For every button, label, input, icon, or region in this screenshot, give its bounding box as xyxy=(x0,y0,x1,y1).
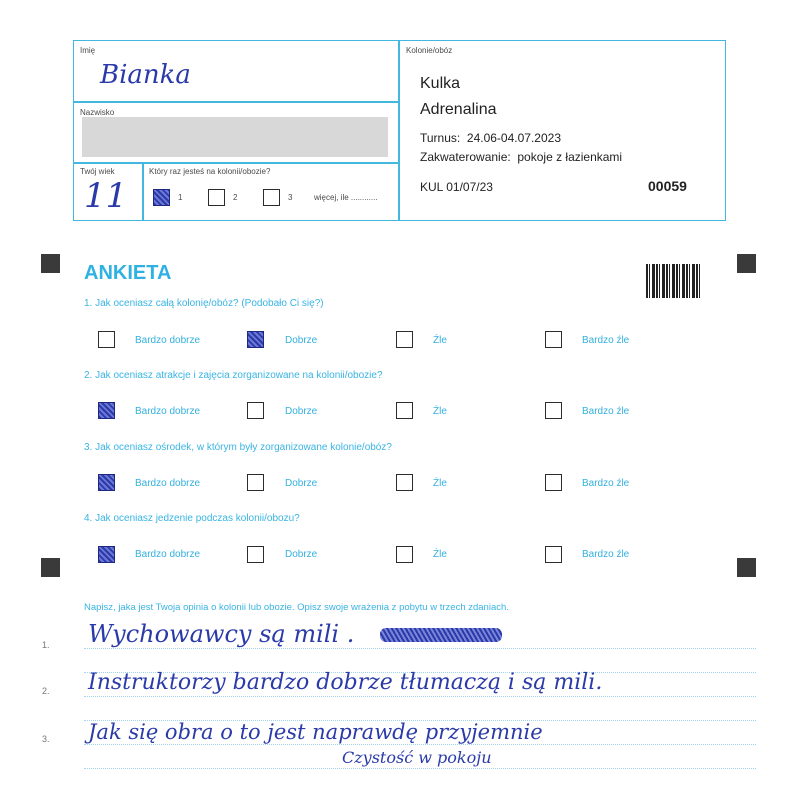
q4-label-zle: Źle xyxy=(433,549,447,560)
imie-value: Bianka xyxy=(100,60,191,90)
q4-label-bardzo-dobrze: Bardzo dobrze xyxy=(135,549,201,560)
turnus: Turnus: 24.06-04.07.2023 xyxy=(420,131,561,145)
q3-checkbox-bardzo-zle[interactable] xyxy=(545,474,562,491)
question-4: 4. Jak oceniasz jedzenie podczas kolonii/obozu? xyxy=(84,513,300,524)
wiek-label: Twój wiek xyxy=(80,167,115,176)
q4-checkbox-zle[interactable] xyxy=(396,546,413,563)
header-divider-age xyxy=(142,163,144,220)
kolonie-label: Kolonie/obóz xyxy=(406,46,453,55)
question-3: 3. Jak oceniasz ośrodek, w którym były zorganizowane kolonie/obóz? xyxy=(84,442,392,453)
q1-label-zle: Źle xyxy=(433,335,447,346)
q3-label-dobrze: Dobrze xyxy=(285,478,318,489)
ktory-raz-option-1: 1 xyxy=(178,193,183,202)
camp-name-2: Adrenalina xyxy=(420,101,497,118)
opinion-line-3-insert: Czystość w pokoju xyxy=(342,748,492,767)
ktory-raz-checkbox-3[interactable] xyxy=(263,189,280,206)
writing-line-6 xyxy=(84,768,756,769)
q3-label-bardzo-zle: Bardzo źle xyxy=(582,478,630,489)
q1-checkbox-dobrze[interactable] xyxy=(247,331,264,348)
q4-checkbox-bardzo-zle[interactable] xyxy=(545,546,562,563)
writing-line-3 xyxy=(84,696,756,697)
camp-code: KUL 01/07/23 xyxy=(420,180,493,194)
q3-checkbox-zle[interactable] xyxy=(396,474,413,491)
q3-label-bardzo-dobrze: Bardzo dobrze xyxy=(135,478,201,489)
ktory-raz-option-2: 2 xyxy=(233,193,238,202)
q2-label-zle: Źle xyxy=(433,406,447,417)
q2-checkbox-bardzo-zle[interactable] xyxy=(545,402,562,419)
camp-name-1: Kulka xyxy=(420,75,461,92)
q1-label-bardzo-dobrze: Bardzo dobrze xyxy=(135,335,201,346)
opinion-prompt: Napisz, jaka jest Twoja opinia o kolonii lub obozie. Opisz swoje wrażenia z pobytu w trzech zdaniach. xyxy=(84,602,509,613)
question-2: 2. Jak oceniasz atrakcje i zajęcia zorganizowane na kolonii/obozie? xyxy=(84,370,383,381)
q2-checkbox-zle[interactable] xyxy=(396,402,413,419)
opinion-line-3: Jak się obra o to jest naprawdę przyjemnie xyxy=(88,720,543,744)
opinion-line-1: Wychowawcy są mili . xyxy=(88,620,355,648)
line-number-2: 2. xyxy=(42,686,50,696)
imie-label: Imię xyxy=(80,46,96,55)
registration-mark-tl xyxy=(41,254,60,273)
ktory-raz-option-3: 3 xyxy=(288,193,293,202)
writing-line-1 xyxy=(84,648,756,649)
registration-mark-tr xyxy=(737,254,756,273)
q4-checkbox-bardzo-dobrze[interactable] xyxy=(98,546,115,563)
q2-checkbox-dobrze[interactable] xyxy=(247,402,264,419)
question-1: 1. Jak oceniasz całą kolonię/obóz? (Podobało Ci się?) xyxy=(84,298,324,309)
q2-label-bardzo-zle: Bardzo źle xyxy=(582,406,630,417)
q3-label-zle: Źle xyxy=(433,478,447,489)
scribble-out xyxy=(380,628,502,642)
ktory-raz-checkbox-1[interactable] xyxy=(153,189,170,206)
survey-title: ANKIETA xyxy=(84,262,172,284)
ktory-raz-more: więcej, ile ............ xyxy=(314,193,378,202)
line-number-3: 3. xyxy=(42,734,50,744)
opinion-line-2: Instruktorzy bardzo dobrze tłumaczą i są mili. xyxy=(88,670,603,695)
zakwaterowanie: Zakwaterowanie: pokoje z łazienkami xyxy=(420,150,623,164)
writing-line-5 xyxy=(84,744,756,745)
header-divider-1 xyxy=(74,101,399,103)
q1-label-dobrze: Dobrze xyxy=(285,335,318,346)
redacted-surname xyxy=(82,117,388,157)
q1-checkbox-bardzo-dobrze[interactable] xyxy=(98,331,115,348)
registration-mark-br xyxy=(737,558,756,577)
q1-checkbox-zle[interactable] xyxy=(396,331,413,348)
wiek-value: 11 xyxy=(84,176,128,216)
q1-checkbox-bardzo-zle[interactable] xyxy=(545,331,562,348)
q3-checkbox-bardzo-dobrze[interactable] xyxy=(98,474,115,491)
ktory-raz-label: Który raz jesteś na kolonii/obozie? xyxy=(149,167,271,176)
form-number: 00059 xyxy=(648,178,687,194)
ktory-raz-checkbox-2[interactable] xyxy=(208,189,225,206)
barcode xyxy=(646,264,700,298)
header-divider-vertical xyxy=(398,41,400,220)
q1-label-bardzo-zle: Bardzo źle xyxy=(582,335,630,346)
header-divider-2 xyxy=(74,162,399,164)
nazwisko-label: Nazwisko xyxy=(80,108,115,117)
q2-checkbox-bardzo-dobrze[interactable] xyxy=(98,402,115,419)
q4-label-dobrze: Dobrze xyxy=(285,549,318,560)
q2-label-dobrze: Dobrze xyxy=(285,406,318,417)
line-number-1: 1. xyxy=(42,640,50,650)
q3-checkbox-dobrze[interactable] xyxy=(247,474,264,491)
q4-checkbox-dobrze[interactable] xyxy=(247,546,264,563)
registration-mark-bl xyxy=(41,558,60,577)
q4-label-bardzo-zle: Bardzo źle xyxy=(582,549,630,560)
q2-label-bardzo-dobrze: Bardzo dobrze xyxy=(135,406,201,417)
